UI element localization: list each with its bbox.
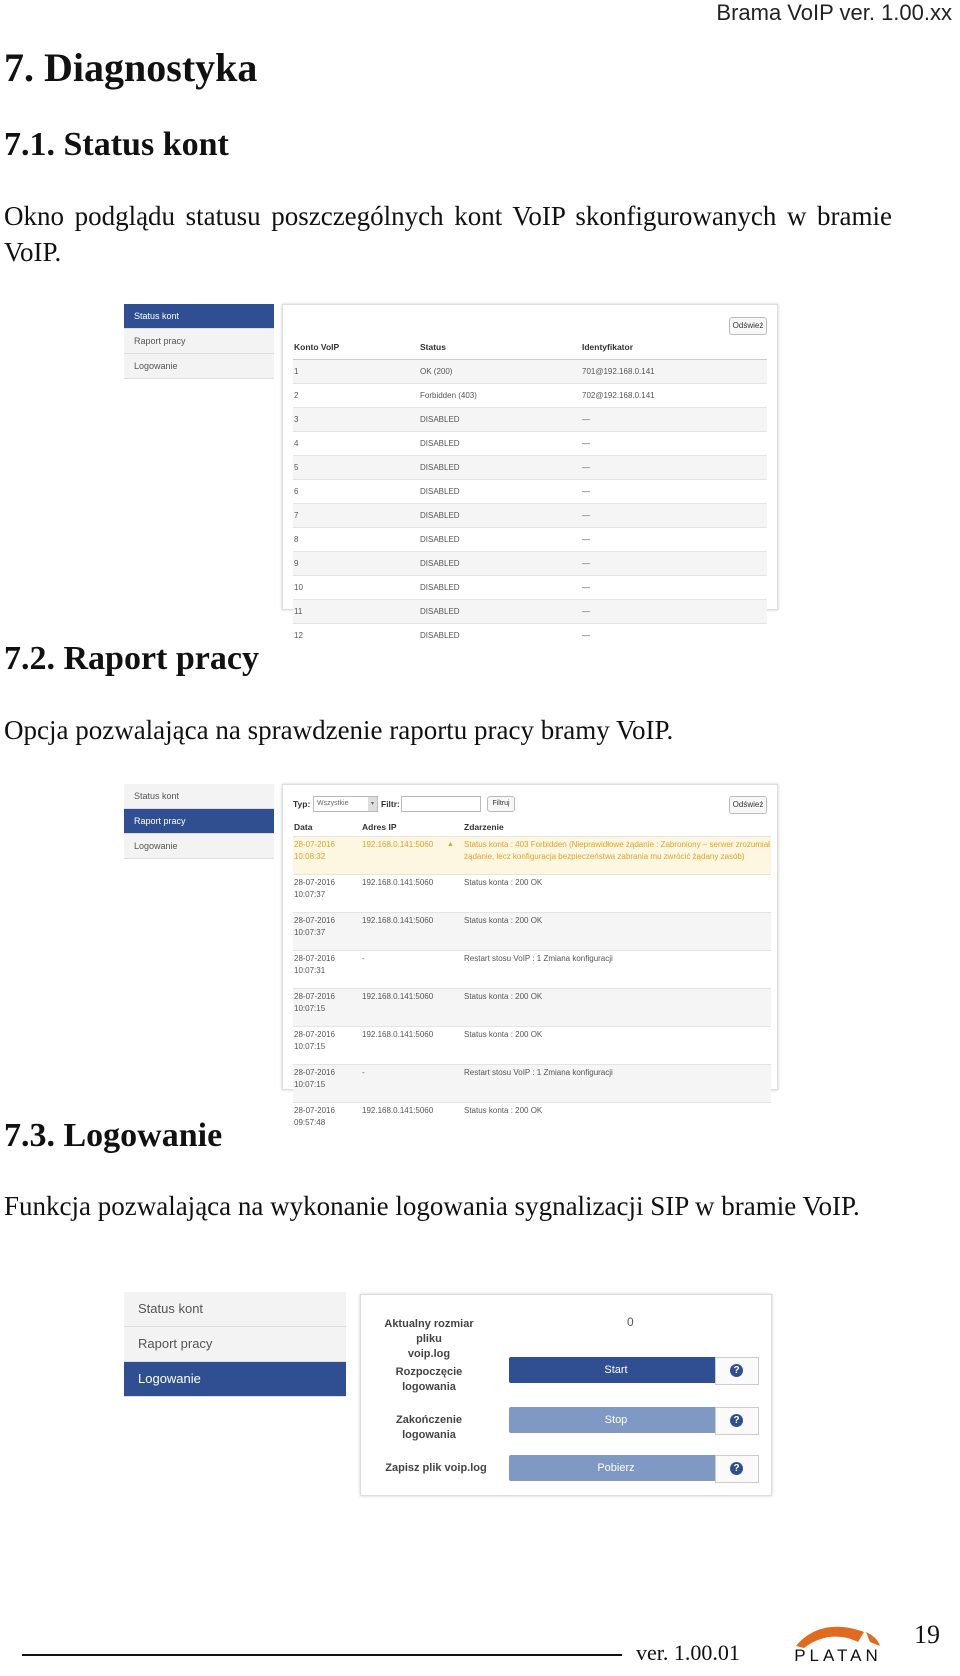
account-number-cell: 1: [293, 360, 419, 384]
ip-cell: -: [361, 1065, 463, 1103]
account-number-cell: 3: [293, 408, 419, 432]
start-button[interactable]: Start: [509, 1357, 723, 1383]
date-cell: [293, 1027, 361, 1065]
footer-rule: [22, 1654, 622, 1656]
date-text: 28-07-2016: [294, 840, 335, 849]
event-text: Status konta : 200 OK: [464, 1106, 543, 1115]
table-row: [293, 913, 771, 951]
table-row: [293, 408, 767, 432]
date-text: 28-07-2016: [294, 916, 335, 925]
time-text: 10:07:15: [294, 1042, 326, 1051]
sidebar-item-logowanie[interactable]: Logowanie: [124, 354, 274, 379]
screenshot-status-kont: [124, 304, 778, 640]
sidebar-item-status-kont[interactable]: Status kont: [124, 304, 274, 329]
sidebar-menu: [124, 1292, 346, 1397]
status-cell: DISABLED: [419, 624, 581, 648]
identifier-cell: —: [581, 576, 767, 600]
screenshot-logowanie: [124, 1292, 774, 1498]
section-title-status-kont: 7.1. Status kont: [4, 126, 229, 163]
time-text: 09:57:48: [294, 1118, 326, 1127]
identifier-cell: —: [581, 456, 767, 480]
date-text: 28-07-2016: [294, 992, 335, 1001]
table-row: [293, 456, 767, 480]
section-title-raport-pracy: 7.2. Raport pracy: [4, 640, 259, 677]
account-number-cell: 5: [293, 456, 419, 480]
status-cell: DISABLED: [419, 408, 581, 432]
help-icon: ?: [730, 1364, 743, 1377]
column-header-zdarzenie: Zdarzenie: [464, 821, 504, 832]
time-text: 10:07:31: [294, 966, 326, 975]
sidebar-item-raport-pracy[interactable]: Raport pracy: [124, 809, 274, 834]
ip-cell: 192.168.0.141:5060: [361, 989, 463, 1027]
time-text: 10:07:15: [294, 1080, 326, 1089]
table-row: [293, 384, 767, 408]
account-number-cell: 4: [293, 432, 419, 456]
account-number-cell: 10: [293, 576, 419, 600]
filter-input[interactable]: [401, 796, 481, 812]
time-text: 10:07:37: [294, 890, 326, 899]
account-number-cell: 8: [293, 528, 419, 552]
report-panel: [282, 784, 778, 1127]
date-cell: [293, 989, 361, 1027]
screenshot-raport-pracy: [124, 784, 778, 1127]
account-number-cell: 6: [293, 480, 419, 504]
table-row: [293, 552, 767, 576]
identifier-cell: —: [581, 504, 767, 528]
account-number-cell: 7: [293, 504, 419, 528]
download-button[interactable]: Pobierz: [509, 1455, 723, 1481]
account-status-table: [293, 335, 767, 647]
section-title-logowanie: 7.3. Logowanie: [4, 1117, 223, 1154]
event-cell: [463, 875, 771, 913]
footer-version: ver. 1.00.01: [636, 1640, 740, 1665]
logo-text: PLATAN: [794, 1646, 882, 1665]
event-cell: [463, 1103, 771, 1141]
event-cell: [447, 837, 771, 875]
report-table: [293, 817, 771, 1140]
sidebar-menu: [124, 784, 274, 859]
stop-logging-label: Zakończenie logowania: [395, 1414, 463, 1441]
event-cell: [463, 951, 771, 989]
refresh-button[interactable]: Odśwież: [729, 317, 767, 335]
column-header-data: Data: [294, 821, 313, 832]
identifier-cell: —: [581, 480, 767, 504]
identifier-cell: —: [581, 624, 767, 648]
table-row: [293, 600, 767, 624]
event-text: Status konta : 200 OK: [464, 916, 543, 925]
type-select[interactable]: [313, 796, 378, 812]
identifier-cell: —: [581, 432, 767, 456]
help-icon: ?: [730, 1462, 743, 1475]
table-row: [293, 989, 771, 1027]
table-row: [293, 624, 767, 648]
ip-cell: 192.168.0.141:5060: [361, 837, 463, 875]
date-text: 28-07-2016: [294, 954, 335, 963]
sidebar-item-status-kont[interactable]: Status kont: [124, 784, 274, 809]
column-header-status: Status: [419, 335, 581, 360]
sidebar-menu: [124, 304, 274, 379]
section-text-raport-pracy: Opcja pozwalająca na sprawdzenie raportu pracy bramy VoIP.: [4, 715, 674, 745]
status-cell: DISABLED: [419, 456, 581, 480]
event-text: Restart stosu VoIP : 1 Zmiana konfiguracji: [464, 1068, 613, 1077]
document-version-header: Brama VoIP ver. 1.00.xx: [716, 0, 952, 25]
table-row: [293, 1103, 771, 1141]
identifier-cell: —: [581, 552, 767, 576]
table-row: [293, 1027, 771, 1065]
sidebar-item-logowanie[interactable]: Logowanie: [124, 834, 274, 859]
table-row: [293, 576, 767, 600]
table-row: [293, 432, 767, 456]
ip-cell: -: [361, 951, 463, 989]
account-number-cell: 12: [293, 624, 419, 648]
table-row: [293, 837, 771, 875]
refresh-button[interactable]: Odśwież: [729, 796, 767, 814]
table-row: [293, 1065, 771, 1103]
table-row: [293, 528, 767, 552]
event-cell: [463, 1065, 771, 1103]
date-text: 28-07-2016: [294, 1030, 335, 1039]
ip-cell: 192.168.0.141:5060: [361, 875, 463, 913]
status-cell: Forbidden (403): [419, 384, 581, 408]
sidebar-item-raport-pracy[interactable]: Raport pracy: [124, 1327, 346, 1362]
event-cell: [463, 913, 771, 951]
event-text: Status konta : 200 OK: [464, 992, 543, 1001]
event-text: Restart stosu VoIP : 1 Zmiana konfiguracji: [464, 954, 613, 963]
type-label: Typ:: [293, 799, 311, 809]
date-cell: [293, 951, 361, 989]
stop-button[interactable]: Stop: [509, 1407, 723, 1433]
column-header-konto: Konto VoIP: [293, 335, 419, 360]
event-text-continued: żądanie, lecz konfiguracja bezpieczeństwa zabrania mu zwrócić żądany zasób): [464, 852, 745, 861]
file-size-label: Aktualny rozmiar pliku voip.log: [384, 1318, 474, 1360]
logging-panel: [360, 1294, 772, 1496]
date-text: 28-07-2016: [294, 878, 335, 887]
status-cell: DISABLED: [419, 600, 581, 624]
page-number: 19: [914, 1620, 940, 1649]
time-text: 10:08:32: [294, 852, 326, 861]
date-text: 28-07-2016: [294, 1106, 335, 1115]
column-header-adres-ip: Adres IP: [362, 821, 397, 832]
stop-help-button[interactable]: [715, 1407, 759, 1435]
table-row: [293, 951, 771, 989]
section-text-status-kont: Okno podglądu statusu poszczególnych kont VoIP skonfigurowanych w bramie VoIP.: [4, 201, 892, 267]
help-icon: ?: [730, 1414, 743, 1427]
status-cell: DISABLED: [419, 432, 581, 456]
status-cell: DISABLED: [419, 480, 581, 504]
account-number-cell: 2: [293, 384, 419, 408]
event-cell: [463, 1027, 771, 1065]
file-size-value: 0: [627, 1315, 634, 1329]
start-help-button[interactable]: [715, 1357, 759, 1385]
account-number-cell: 9: [293, 552, 419, 576]
date-cell: [293, 837, 361, 875]
filter-label: Filtr:: [381, 799, 400, 809]
sidebar-item-status-kont[interactable]: Status kont: [124, 1292, 346, 1327]
identifier-cell: 702@192.168.0.141: [581, 384, 767, 408]
ip-cell: 192.168.0.141:5060: [361, 913, 463, 951]
identifier-cell: —: [581, 408, 767, 432]
event-cell: [463, 989, 771, 1027]
table-row: [293, 504, 767, 528]
identifier-cell: —: [581, 528, 767, 552]
ip-cell: 192.168.0.141:5060: [361, 1027, 463, 1065]
table-row: [293, 875, 771, 913]
download-help-button[interactable]: [715, 1455, 759, 1483]
column-header-identyfikator: Identyfikator: [581, 335, 767, 360]
time-text: 10:07:37: [294, 928, 326, 937]
table-row: [293, 480, 767, 504]
table-row: [293, 360, 767, 384]
status-cell: DISABLED: [419, 504, 581, 528]
sidebar-item-logowanie[interactable]: Logowanie: [124, 1362, 346, 1397]
section-text-logowanie: Funkcja pozwalająca na wykonanie logowania sygnalizacji SIP w bramie VoIP.: [4, 1191, 860, 1221]
filter-button[interactable]: Filtruj: [487, 796, 515, 812]
status-cell: OK (200): [419, 360, 581, 384]
event-text: Status konta : 200 OK: [464, 1030, 543, 1039]
ip-cell: 192.168.0.141:5060: [361, 1103, 463, 1141]
warning-icon: ▲: [447, 841, 454, 848]
save-file-label: Zapisz plik voip.log: [385, 1462, 487, 1474]
status-cell: DISABLED: [419, 576, 581, 600]
sidebar-item-raport-pracy[interactable]: Raport pracy: [124, 329, 274, 354]
date-text: 28-07-2016: [294, 1068, 335, 1077]
chevron-down-icon: ▾: [368, 797, 377, 811]
time-text: 10:07:15: [294, 1004, 326, 1013]
account-number-cell: 11: [293, 600, 419, 624]
event-text: Status konta : 403 Forbidden (Nieprawidłowe żądanie : Zabroniony – serwer zrozumiał: [464, 840, 770, 849]
identifier-cell: —: [581, 600, 767, 624]
platan-logo: [778, 1620, 898, 1666]
date-cell: [293, 913, 361, 951]
date-cell: [293, 1103, 361, 1141]
type-select-value: Wszystkie: [317, 800, 349, 807]
status-cell: DISABLED: [419, 552, 581, 576]
date-cell: [293, 1065, 361, 1103]
identifier-cell: 701@192.168.0.141: [581, 360, 767, 384]
event-text: Status konta : 200 OK: [464, 878, 543, 887]
date-cell: [293, 875, 361, 913]
start-logging-label: Rozpoczęcie logowania: [395, 1366, 463, 1393]
account-status-panel: [282, 304, 778, 640]
chapter-title: 7. Diagnostyka: [4, 45, 258, 90]
status-cell: DISABLED: [419, 528, 581, 552]
